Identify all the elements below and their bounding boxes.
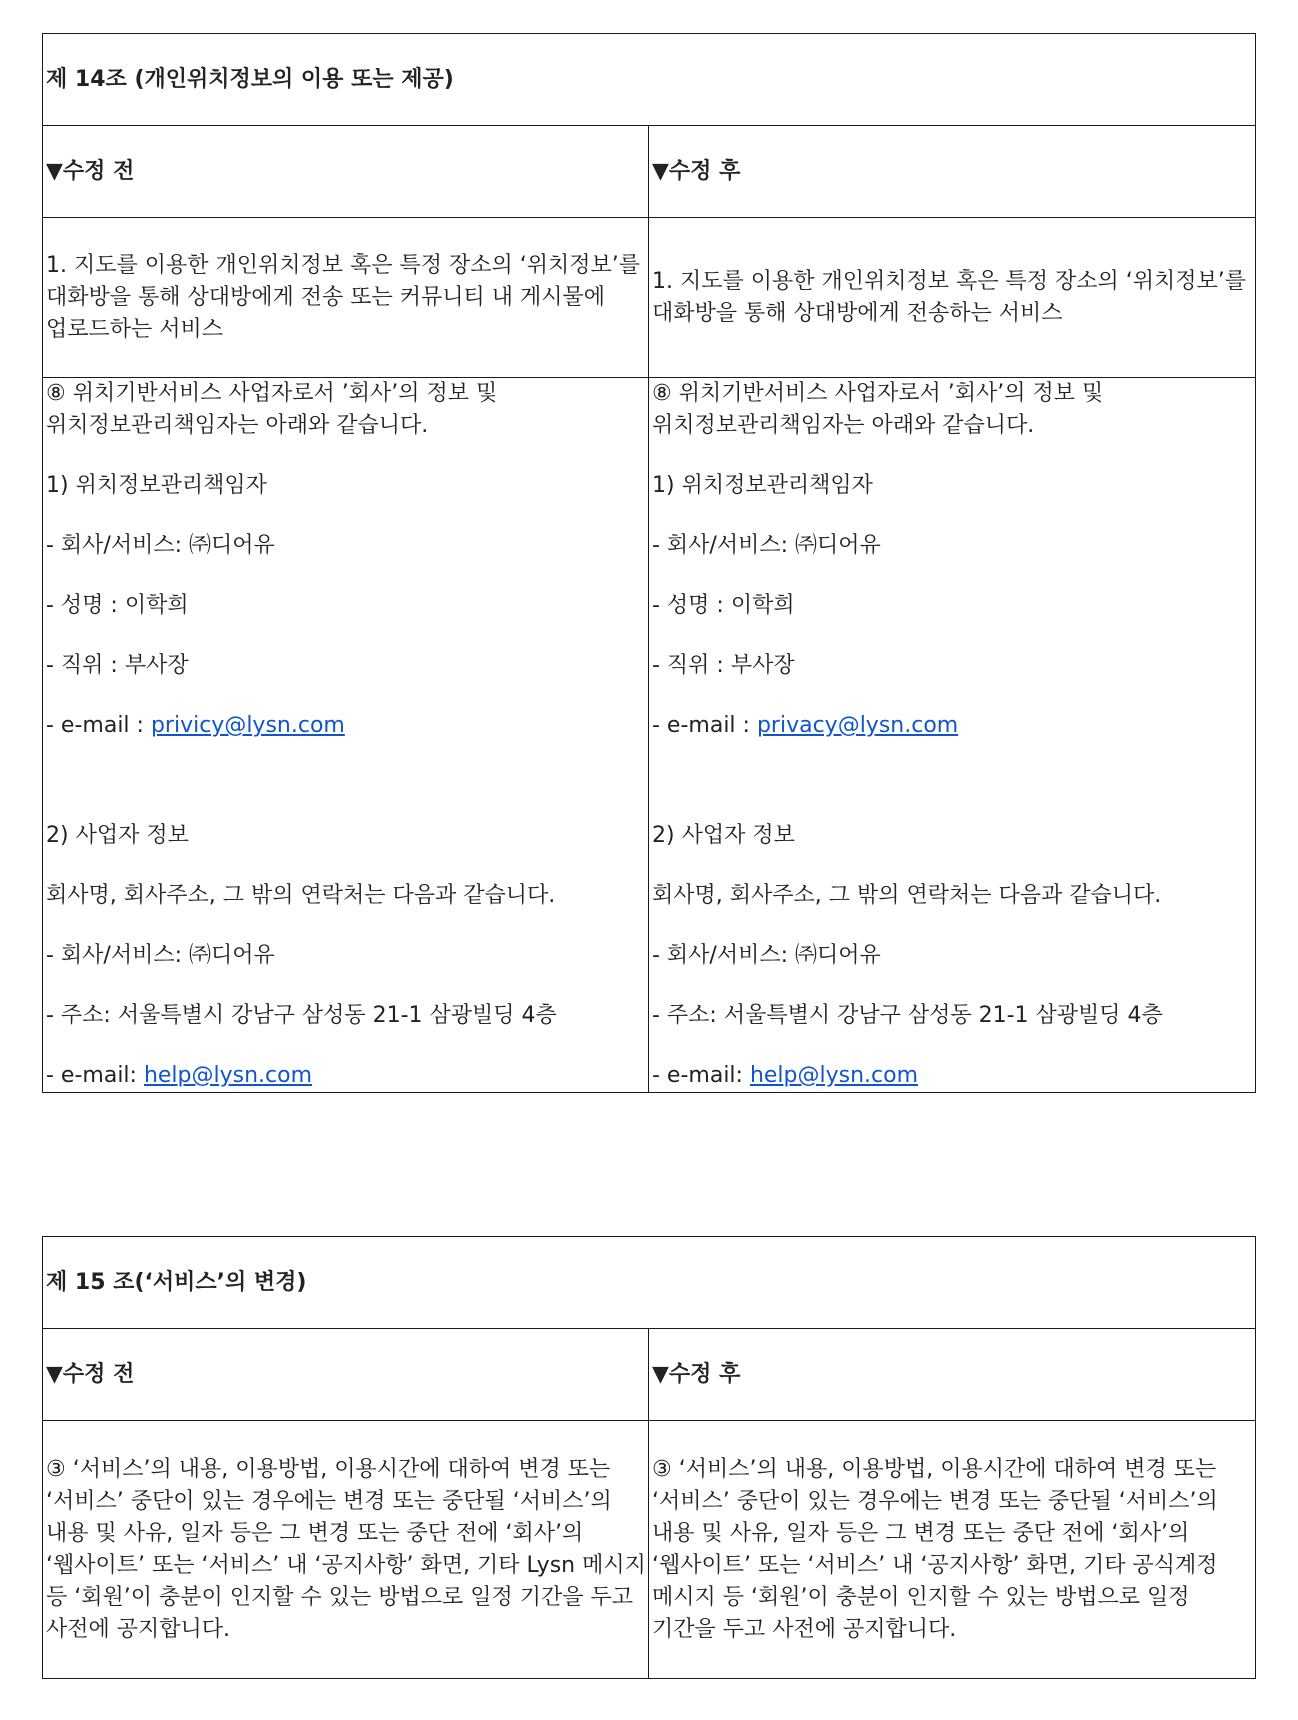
article-14-row2-before: [43, 378, 649, 1093]
section-2-desc: 회사명, 회사주소, 그 밖의 연락처는 다음과 같습니다.: [652, 883, 1162, 908]
address-line: - 주소: 서울특별시 강남구 삼성동 21-1 삼광빌딩 4층: [652, 1003, 1163, 1028]
intro-text: ⑧ 위치기반서비스 사업자로서 ’회사’의 정보 및 위치정보관리책임자는 아래와 같습니다.: [46, 381, 498, 438]
email-line: [46, 1060, 646, 1092]
email-line: [46, 710, 646, 742]
article-15-row1-before: ③ ‘서비스’의 내용, 이용방법, 이용시간에 대하여 변경 또는 ‘서비스’ 중단이 있는 경우에는 변경 또는 중단될 ‘서비스’의 내용 및 사유, 일자 등은 그 변경 또는 중단 전에 ‘회사’의 ‘웹사이트’ 또는 ‘서비스’ 내 ‘공지사항’ 화면, 기타 Lysn 메시지 등 ‘회원’이 충분이 인지할 수 있는 방법으로 일정 기간을 두고 사전에 공지합니다.: [43, 1421, 649, 1679]
article-15-row1-after: ③ ‘서비스’의 내용, 이용방법, 이용시간에 대하여 변경 또는 ‘서비스’ 중단이 있는 경우에는 변경 또는 중단될 ‘서비스’의 내용 및 사유, 일자 등은 그 변경 또는 중단 전에 ‘회사’의 ‘웹사이트’ 또는 ‘서비스’ 내 ‘공지사항’ 화면, 기타 공식계정 메시지 등 ‘회원’이 충분이 인지할 수 있는 방법으로 일정 기간을 두고 사전에 공지합니다.: [649, 1421, 1256, 1679]
email-label: - e-mail:: [652, 1063, 750, 1088]
section-2-desc: 회사명, 회사주소, 그 밖의 연락처는 다음과 같습니다.: [46, 883, 556, 908]
email-line: [652, 1060, 1253, 1092]
company-line: - 회사/서비스: ㈜디어유: [652, 533, 881, 558]
article-14-title: 제 14조 (개인위치정보의 이용 또는 제공): [43, 34, 1256, 126]
spacer: [652, 770, 1253, 820]
company-line: - 회사/서비스: ㈜디어유: [46, 943, 275, 968]
section-2-heading: 2) 사업자 정보: [652, 823, 795, 848]
article-14-table: [42, 33, 1256, 1093]
article-15-table: [42, 1236, 1256, 1679]
article-14-row1-before: 1. 지도를 이용한 개인위치정보 혹은 특정 장소의 ‘위치정보’를 대화방을 통해 상대방에게 전송 또는 커뮤니티 내 게시물에 업로드하는 서비스: [43, 218, 649, 378]
email-label: - e-mail :: [46, 713, 151, 738]
position-line: - 직위 : 부사장: [652, 653, 795, 678]
section-2-heading: 2) 사업자 정보: [46, 823, 189, 848]
address-line: - 주소: 서울특별시 강남구 삼성동 21-1 삼광빌딩 4층: [46, 1003, 557, 1028]
spacer: [46, 770, 646, 820]
before-label: ▼수정 전: [43, 1329, 649, 1421]
section-1-heading: 1) 위치정보관리책임자: [652, 473, 873, 498]
email-label: - e-mail :: [652, 713, 757, 738]
company-line: - 회사/서비스: ㈜디어유: [652, 943, 881, 968]
intro-text: ⑧ 위치기반서비스 사업자로서 ’회사’의 정보 및 위치정보관리책임자는 아래와 같습니다.: [652, 381, 1104, 438]
email-link[interactable]: help@lysn.com: [143, 1063, 313, 1088]
article-15-title: 제 15 조(‘서비스’의 변경): [43, 1237, 1256, 1329]
name-line: - 성명 : 이학희: [652, 593, 795, 618]
email-label: - e-mail:: [46, 1063, 144, 1088]
article-14-row1-after: 1. 지도를 이용한 개인위치정보 혹은 특정 장소의 ‘위치정보’를 대화방을 통해 상대방에게 전송하는 서비스: [649, 218, 1256, 378]
email-line: [652, 710, 1253, 742]
before-label: ▼수정 전: [43, 126, 649, 218]
company-line: - 회사/서비스: ㈜디어유: [46, 533, 275, 558]
after-label: ▼수정 후: [649, 126, 1256, 218]
after-label: ▼수정 후: [649, 1329, 1256, 1421]
email-link[interactable]: privicy@lysn.com: [150, 713, 345, 738]
position-line: - 직위 : 부사장: [46, 653, 189, 678]
section-1-heading: 1) 위치정보관리책임자: [46, 473, 267, 498]
email-link[interactable]: privacy@lysn.com: [756, 713, 959, 738]
name-line: - 성명 : 이학희: [46, 593, 189, 618]
email-link[interactable]: help@lysn.com: [749, 1063, 919, 1088]
article-14-row2-after: [649, 378, 1256, 1093]
